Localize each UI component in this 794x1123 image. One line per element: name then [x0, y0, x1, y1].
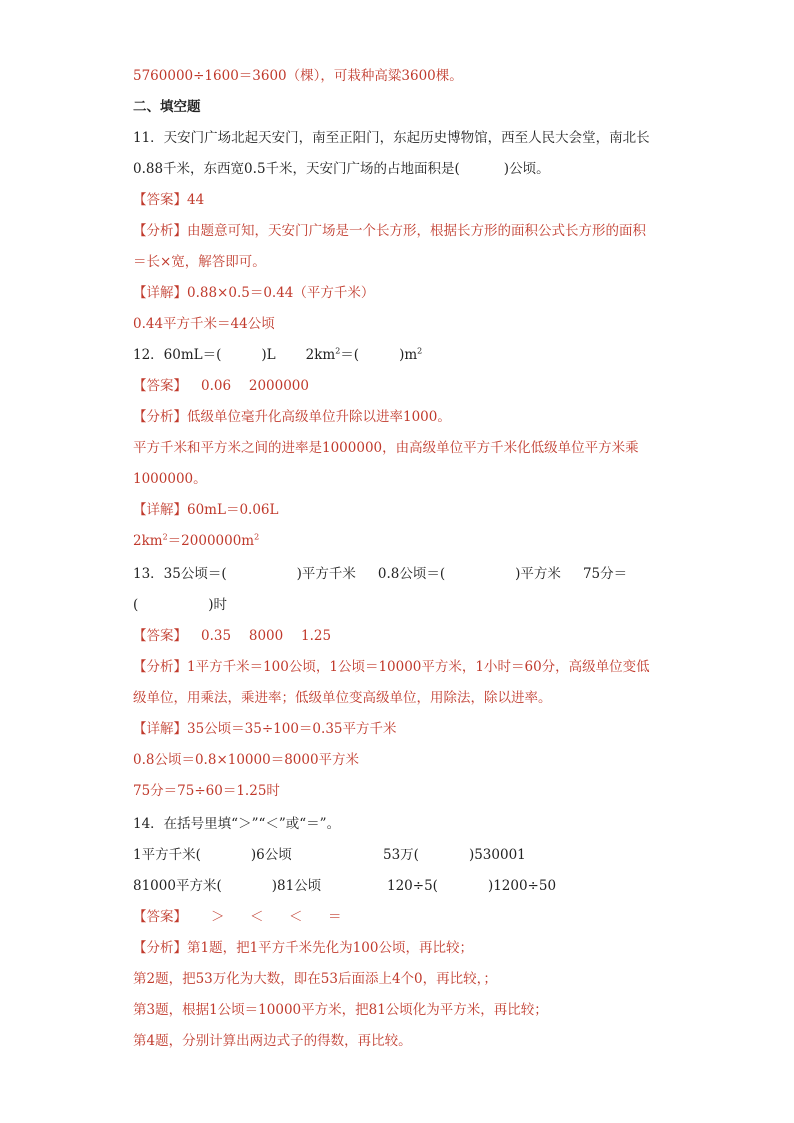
q12-analysis-line1: 【分析】低级单位毫升化高级单位升除以进率1000。 — [133, 409, 451, 425]
q13-detail-line3: 75分＝75÷60＝1.25时 — [133, 783, 280, 799]
q14-item3: 81000平方米( )81公顷 — [133, 878, 322, 894]
q12-analysis-line3: 1000000。 — [133, 471, 207, 487]
q11-text-line2: 0.88千米，东西宽0.5千米，天安门广场的占地面积是( )公顷。 — [133, 161, 550, 177]
q13-text-line1: 13．35公顷＝( )平方千米 0.8公顷＝( )平方米 75分＝ — [133, 566, 628, 582]
q14-analysis-line2: 第2题，把53万化为大数，即在53后面添上4个0，再比较，； — [133, 971, 497, 987]
q12-analysis-line2: 平方千米和平方米之间的进率是1000000，由高级单位平方千米化低级单位平方米乘 — [133, 440, 639, 456]
q14-text: 14．在括号里填“＞”“＜”或“＝”。 — [133, 816, 341, 832]
q14-analysis-line1: 【分析】第1题，把1平方千米先化为100公顷，再比较； — [133, 940, 473, 956]
q11-analysis-line1: 【分析】由题意可知，天安门广场是一个长方形，根据长方形的面积公式长方形的面积 — [133, 223, 646, 239]
q11-analysis-line2: ＝长×宽，解答即可。 — [133, 254, 266, 270]
q14-analysis-line4: 第4题，分别计算出两边式子的得数，再比较。 — [133, 1033, 412, 1049]
q13-text-line2: ( )时 — [133, 597, 228, 613]
q14-item4: 120÷5( )1200÷50 — [387, 878, 557, 894]
q14-answer: 【答案】 ＞ ＜ ＜ ＝ — [133, 909, 348, 925]
prev-answer-line: 5760000÷1600＝3600（棵），可栽种高粱3600棵。 — [133, 68, 463, 84]
q11-answer: 【答案】44 — [133, 192, 205, 208]
q12-text: 12．60mL＝( )L $2km^2=$( )$m^2$ — [133, 346, 423, 363]
q13-detail-line1: 【详解】35公顷＝35÷100＝0.35平方千米 — [133, 721, 397, 737]
q12-detail-line1: 【详解】60mL＝0.06L — [133, 502, 279, 518]
q12-answer: 【答案】 0.06 2000000 — [133, 378, 309, 394]
q11-detail-line1: 【详解】0.88×0.5＝0.44（平方千米） — [133, 285, 375, 301]
section-heading: 二、填空题 — [133, 99, 201, 115]
q13-detail-line2: 0.8公顷＝0.8×10000＝8000平方米 — [133, 752, 360, 768]
q14-analysis-line3: 第3题，根据1公顷＝10000平方米，把81公顷化为平方米，再比较； — [133, 1002, 548, 1018]
q14-item1: 1平方千米( )6公顷 — [133, 847, 292, 863]
q13-answer: 【答案】 0.35 8000 1.25 — [133, 628, 332, 644]
q12-detail-line2: $2km^2=2000000m^2$ — [133, 532, 260, 549]
q13-analysis-line2: 级单位，用乘法，乘进率；低级单位变高级单位，用除法，除以进率。 — [133, 690, 552, 706]
q11-detail-line2: 0.44平方千米＝44公顷 — [133, 316, 275, 332]
q14-item2: 53万( )530001 — [383, 847, 526, 863]
q11-text-line1: 11．天安门广场北起天安门，南至正阳门，东起历史博物馆，西至人民大会堂，南北长 — [133, 130, 650, 146]
q13-analysis-line1: 【分析】1平方千米＝100公顷，1公顷＝10000平方米，1小时＝60分，高级单位变低 — [133, 659, 650, 675]
